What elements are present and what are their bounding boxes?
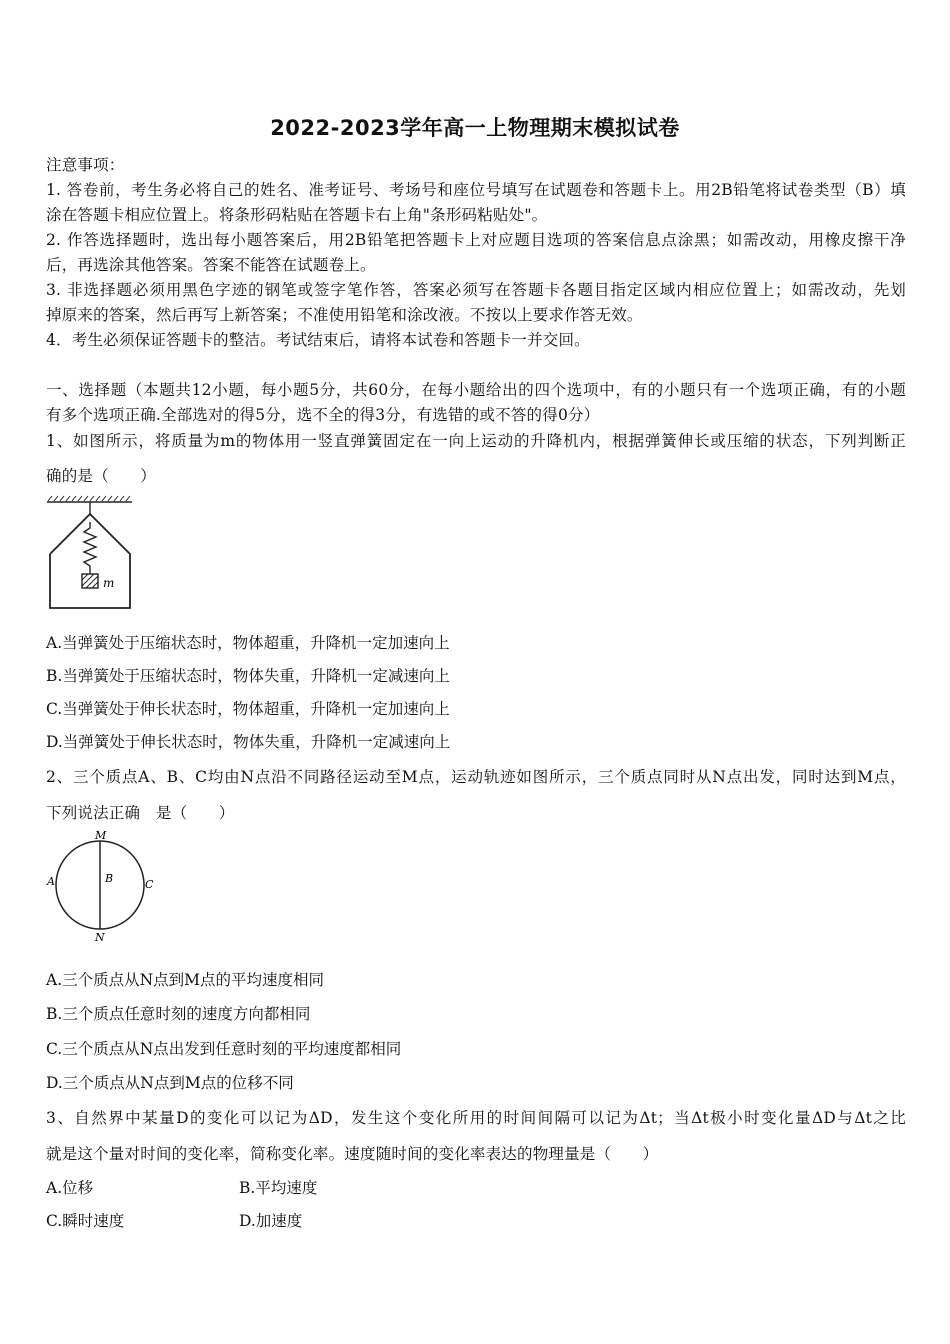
notice-line-7: 4．考生必须保证答题卡的整洁。考试结束后，请将本试卷和答题卡一并交回。: [46, 331, 590, 349]
q2-option-d: D.三个质点从N点到M点的位移不同: [46, 1074, 294, 1092]
mass-block: [82, 574, 98, 588]
q2-option-a: A.三个质点从N点到M点的平均速度相同: [46, 971, 325, 989]
section-heading-line-2: 有多个选项正确.全部选对的得5分，选不全的得3分，有选错的或不答的得0分）: [46, 406, 600, 424]
ceiling-hatch: [48, 496, 130, 501]
q1-option-c: C.当弹簧处于伸长状态时，物体超重，升降机一定加速向上: [46, 700, 450, 718]
q3-option-c: C.瞬时速度: [46, 1212, 125, 1230]
label-a: A: [47, 875, 55, 888]
q3-option-b: B.平均速度: [239, 1179, 318, 1197]
label-m: M: [95, 829, 107, 842]
q3-stem-line-2: 就是这个量对时间的变化率，简称变化率。速度随时间的变化率表达的物理量是（ ）: [46, 1145, 659, 1163]
q2-stem-line-1: 2、三个质点A、B、C均由N点沿不同路径运动至M点，运动轨迹如图所示，三个质点同时从N点出发，同时达到M点，: [46, 768, 906, 786]
q1-option-b: B.当弹簧处于压缩状态时，物体失重，升降机一定减速向上: [46, 667, 450, 685]
q1-stem-line-1: 1、如图所示，将质量为m的物体用一竖直弹簧固定在一向上运动的升降机内，根据弹簧伸长或压缩的状态，下列判断正: [46, 432, 906, 450]
label-c: C: [145, 878, 154, 891]
q1-spring-elevator-figure: [44, 494, 134, 612]
notice-line-1: 1. 答卷前，考生务必将自己的姓名、准考证号、考场号和座位号填写在试题卷和答题卡上。用2B铅笔将试卷类型（B）填: [46, 181, 906, 199]
notice-line-5: 3. 非选择题必须用黑色字迹的钢笔或签字笔作答，答案必须写在答题卡各题目指定区域内相应位置上；如需改动，先划: [46, 281, 906, 299]
notice-heading: 注意事项：: [46, 156, 125, 174]
notice-line-6: 掉原来的答案，然后再写上新答案；不准使用铅笔和涂改液。不按以上要求作答无效。: [46, 306, 643, 324]
q3-stem-line-1: 3、自然界中某量D的变化可以记为ΔD，发生这个变化所用的时间间隔可以记为Δt；当Δt极小时变化量ΔD与Δt之比: [46, 1109, 906, 1127]
notice-line-4: 后，再选涂其他答案。答案不能答在试题卷上。: [46, 256, 376, 274]
q2-option-b: B.三个质点任意时刻的速度方向都相同: [46, 1005, 311, 1023]
q2-option-c: C.三个质点从N点出发到任意时刻的平均速度都相同: [46, 1040, 402, 1058]
spring: [84, 522, 96, 574]
q3-option-d: D.加速度: [239, 1212, 303, 1230]
mass-label: m: [103, 576, 115, 590]
notice-line-2: 涂在答题卡相应位置上。将条形码粘贴在答题卡右上角"条形码粘贴处"。: [46, 206, 548, 224]
q2-circle-paths-figure: [44, 826, 160, 944]
q1-stem-line-2: 确的是（ ）: [46, 467, 156, 485]
q1-option-d: D.当弹簧处于伸长状态时，物体失重，升降机一定减速向上: [46, 733, 451, 751]
section-heading-line-1: 一、选择题（本题共12小题，每小题5分，共60分，在每小题给出的四个选项中，有的小题只有一个选项正确，有的小题: [46, 381, 906, 399]
page-title: 2022-2023学年高一上物理期末模拟试卷: [270, 116, 680, 140]
label-n: N: [95, 931, 105, 944]
q3-option-a: A.位移: [46, 1179, 94, 1197]
q2-stem-line-2: 下列说法正确 是（ ）: [46, 804, 235, 822]
q1-option-a: A.当弹簧处于压缩状态时，物体超重，升降机一定加速向上: [46, 634, 450, 652]
notice-line-3: 2. 作答选择题时，选出每小题答案后，用2B铅笔把答题卡上对应题目选项的答案信息点涂黑；如需改动，用橡皮擦干净: [46, 231, 906, 249]
label-b: B: [105, 872, 114, 885]
